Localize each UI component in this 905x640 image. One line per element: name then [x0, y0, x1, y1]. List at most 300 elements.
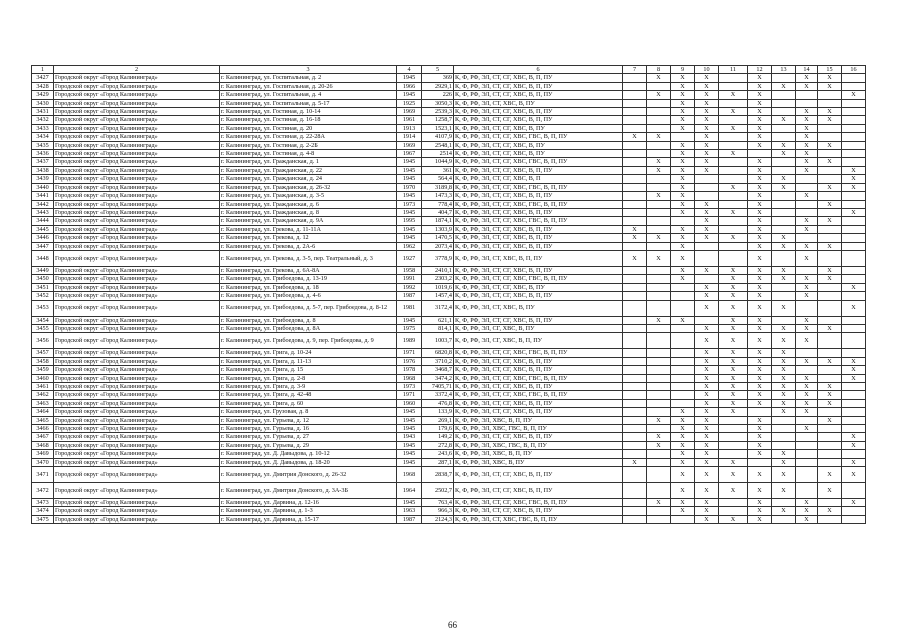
mark-cell — [796, 416, 818, 424]
mark-cell: X — [748, 399, 772, 407]
mark-cell — [842, 349, 866, 357]
row-number: 3467 — [32, 433, 54, 441]
mark-cell: X — [772, 483, 796, 499]
row-number: 3459 — [32, 366, 54, 374]
mark-cell: X — [695, 507, 719, 515]
mark-cell — [772, 124, 796, 132]
table-row — [32, 483, 866, 499]
mark-cell — [623, 515, 647, 523]
mark-cell: X — [671, 450, 695, 458]
mark-cell: X — [671, 275, 695, 283]
owner-cell: Городской округ «Город Калининград» — [54, 433, 220, 441]
mark-cell: X — [719, 108, 748, 116]
year-cell: 1992 — [397, 283, 422, 291]
mark-cell — [719, 141, 748, 149]
mark-cell: X — [748, 391, 772, 399]
owner-cell: Городской округ «Город Калининград» — [54, 349, 220, 357]
systems-cell: К, Ф, РФ, ЭЛ, СТ, СГ, ХВС, ГВС, В, П, ПУ — [454, 391, 623, 399]
mark-cell: X — [748, 234, 772, 242]
year-cell: 1945 — [397, 158, 422, 166]
mark-cell: X — [647, 74, 671, 82]
owner-cell: Городской округ «Город Калининград» — [54, 158, 220, 166]
mark-cell — [623, 483, 647, 499]
mark-cell — [623, 200, 647, 208]
mark-cell — [623, 441, 647, 449]
mark-cell — [719, 175, 748, 183]
mark-cell: X — [647, 166, 671, 174]
mark-cell: X — [818, 200, 842, 208]
page-number: 66 — [448, 620, 457, 630]
mark-cell: X — [695, 515, 719, 523]
mark-cell: X — [796, 408, 818, 416]
year-cell: 1960 — [397, 399, 422, 407]
mark-cell: X — [772, 383, 796, 391]
mark-cell: X — [748, 324, 772, 332]
systems-cell: К, Ф, РФ, ЭЛ, СТ, СГ, ХВС, В, П, ПУ — [454, 208, 623, 216]
mark-cell: X — [719, 316, 748, 324]
mark-cell: X — [818, 242, 842, 250]
address-cell: г. Калининград, ул. Дмитрия Донского, д. 3А-3Б — [220, 483, 397, 499]
mark-cell — [842, 74, 866, 82]
mark-cell: X — [719, 383, 748, 391]
address-cell: г. Калининград, ул. Гражданская, д. 3-5 — [220, 192, 397, 200]
mark-cell: X — [671, 141, 695, 149]
mark-cell: X — [748, 74, 772, 82]
mark-cell — [647, 366, 671, 374]
mark-cell: X — [719, 300, 748, 316]
address-cell: г. Калининград, ул. Грига, д. 10-24 — [220, 349, 397, 357]
row-number: 3438 — [32, 166, 54, 174]
area-cell: 3468,7 — [422, 366, 454, 374]
mark-cell — [719, 116, 748, 124]
table-row — [32, 441, 866, 449]
address-cell: г. Калининград, ул. Грекова, д. 2А-6 — [220, 242, 397, 250]
mark-cell — [772, 316, 796, 324]
mark-cell: X — [818, 141, 842, 149]
mark-cell: X — [772, 183, 796, 191]
systems-cell: К, Ф, РФ, ЭЛ, СТ, СГ, ХВС, В, ПУ — [454, 150, 623, 158]
owner-cell: Городской округ «Город Калининград» — [54, 82, 220, 90]
table-row — [32, 467, 866, 483]
mark-cell — [818, 234, 842, 242]
mark-cell: X — [695, 408, 719, 416]
owner-cell: Городской округ «Город Калининград» — [54, 499, 220, 507]
year-cell: 1945 — [397, 450, 422, 458]
mark-cell: X — [671, 416, 695, 424]
table-row — [32, 266, 866, 274]
mark-cell — [842, 292, 866, 300]
mark-cell: X — [695, 324, 719, 332]
mark-cell — [772, 99, 796, 107]
mark-cell — [623, 158, 647, 166]
mark-cell: X — [748, 166, 772, 174]
mark-cell: X — [796, 425, 818, 433]
mark-cell: X — [695, 433, 719, 441]
mark-cell: X — [818, 391, 842, 399]
mark-cell: X — [695, 425, 719, 433]
area-cell: 1457,4 — [422, 292, 454, 300]
table-row — [32, 91, 866, 99]
mark-cell: X — [695, 441, 719, 449]
owner-cell: Городской округ «Город Калининград» — [54, 192, 220, 200]
year-cell: 1927 — [397, 250, 422, 266]
mark-cell — [842, 333, 866, 349]
table-row — [32, 515, 866, 523]
area-cell: 2548,1 — [422, 141, 454, 149]
mark-cell: X — [796, 108, 818, 116]
mark-cell — [623, 124, 647, 132]
mark-cell — [842, 124, 866, 132]
mark-cell — [818, 250, 842, 266]
table-row — [32, 225, 866, 233]
mark-cell: X — [719, 408, 748, 416]
mark-cell: X — [748, 292, 772, 300]
table-row — [32, 116, 866, 124]
mark-cell — [647, 266, 671, 274]
address-cell: г. Калининград, ул. Госпитальная, д. 5-17 — [220, 99, 397, 107]
address-cell: г. Калининград, ул. Грекова, д. 3-5, пер. Театральный, д. 3 — [220, 250, 397, 266]
mark-cell — [772, 208, 796, 216]
mark-cell: X — [695, 82, 719, 90]
mark-cell: X — [748, 515, 772, 523]
mark-cell: X — [796, 316, 818, 324]
address-cell: г. Калининград, ул. Грибоедова, д. 18 — [220, 283, 397, 291]
mark-cell — [671, 366, 695, 374]
mark-cell — [772, 133, 796, 141]
mark-cell — [818, 175, 842, 183]
mark-cell: X — [647, 433, 671, 441]
mark-cell: X — [647, 158, 671, 166]
mark-cell: X — [671, 158, 695, 166]
mark-cell: X — [748, 374, 772, 382]
mark-cell: X — [695, 450, 719, 458]
mark-cell: X — [695, 499, 719, 507]
mark-cell: X — [818, 357, 842, 365]
area-cell: 778,4 — [422, 200, 454, 208]
mark-cell: X — [695, 133, 719, 141]
mark-cell: X — [671, 458, 695, 466]
row-number: 3433 — [32, 124, 54, 132]
owner-cell: Городской округ «Город Калининград» — [54, 200, 220, 208]
mark-cell: X — [695, 108, 719, 116]
owner-cell: Городской округ «Город Калининград» — [54, 467, 220, 483]
mark-cell — [647, 349, 671, 357]
row-number: 3464 — [32, 408, 54, 416]
systems-cell: К, Ф, РФ, ЭЛ, ХВС, В, П, ПУ — [454, 416, 623, 424]
table-row — [32, 499, 866, 507]
mark-cell: X — [748, 141, 772, 149]
mark-cell: X — [748, 349, 772, 357]
mark-cell: X — [695, 91, 719, 99]
mark-cell — [623, 108, 647, 116]
mark-cell — [842, 250, 866, 266]
mark-cell: X — [671, 82, 695, 90]
year-cell: 1981 — [397, 300, 422, 316]
mark-cell — [647, 383, 671, 391]
mark-cell: X — [748, 300, 772, 316]
mark-cell: X — [818, 74, 842, 82]
table-row — [32, 349, 866, 357]
row-number: 3448 — [32, 250, 54, 266]
systems-cell: К, Ф, РФ, ЭЛ, СТ, СГ, ХВС, ГВС, В, П, ПУ — [454, 499, 623, 507]
mark-cell — [818, 316, 842, 324]
address-cell: г. Калининград, ул. Гостиная, д. 22-28А — [220, 133, 397, 141]
row-number: 3456 — [32, 333, 54, 349]
header-cell: 2 — [54, 66, 220, 74]
mark-cell — [623, 366, 647, 374]
mark-cell — [623, 450, 647, 458]
address-cell: г. Калининград, ул. Гражданская, д. 6 — [220, 200, 397, 208]
mark-cell — [748, 408, 772, 416]
mark-cell: X — [842, 91, 866, 99]
year-cell: 1945 — [397, 91, 422, 99]
address-cell: г. Калининград, ул. Гражданская, д. 22 — [220, 166, 397, 174]
systems-cell: К, Ф, РФ, ЭЛ, ХВС, ГВС, В, П, ПУ — [454, 441, 623, 449]
mark-cell — [772, 283, 796, 291]
owner-cell: Городской округ «Город Калининград» — [54, 183, 220, 191]
mark-cell — [818, 433, 842, 441]
mark-cell: X — [647, 133, 671, 141]
mark-cell — [818, 225, 842, 233]
mark-cell — [818, 133, 842, 141]
mark-cell — [842, 383, 866, 391]
mark-cell: X — [695, 483, 719, 499]
row-number: 3474 — [32, 507, 54, 515]
mark-cell: X — [671, 225, 695, 233]
address-cell: г. Калининград, ул. Грибоедова, д. 13-19 — [220, 275, 397, 283]
address-cell: г. Калининград, ул. Грекова, д. 12 — [220, 234, 397, 242]
mark-cell: X — [623, 458, 647, 466]
mark-cell — [623, 99, 647, 107]
address-cell: г. Калининград, ул. Грига, д. 2-8 — [220, 374, 397, 382]
mark-cell — [671, 300, 695, 316]
mark-cell: X — [796, 391, 818, 399]
mark-cell: X — [671, 316, 695, 324]
mark-cell — [772, 158, 796, 166]
address-cell: г. Калининград, ул. Грекова, д. 11-11А — [220, 225, 397, 233]
row-number: 3442 — [32, 200, 54, 208]
mark-cell: X — [818, 116, 842, 124]
mark-cell — [818, 441, 842, 449]
mark-cell: X — [842, 458, 866, 466]
mark-cell: X — [772, 333, 796, 349]
table-row — [32, 250, 866, 266]
mark-cell: X — [748, 91, 772, 99]
mark-cell: X — [719, 183, 748, 191]
table-row — [32, 192, 866, 200]
mark-cell: X — [748, 275, 772, 283]
address-cell: г. Калининград, ул. Гражданская, д. 24 — [220, 175, 397, 183]
mark-cell: X — [719, 391, 748, 399]
row-number: 3444 — [32, 217, 54, 225]
year-cell: 1970 — [397, 183, 422, 191]
year-cell: 1978 — [397, 366, 422, 374]
mark-cell — [647, 217, 671, 225]
mark-cell: X — [671, 441, 695, 449]
mark-cell: X — [818, 108, 842, 116]
mark-cell: X — [842, 374, 866, 382]
table-row — [32, 408, 866, 416]
mark-cell — [719, 425, 748, 433]
mark-cell: X — [671, 425, 695, 433]
systems-cell: К, Ф, РФ, ЭЛ, СТ, СГ, ХВС, В, П, ПУ — [454, 366, 623, 374]
mark-cell — [671, 391, 695, 399]
mark-cell — [842, 108, 866, 116]
mark-cell: X — [748, 124, 772, 132]
mark-cell: X — [748, 383, 772, 391]
mark-cell: X — [748, 366, 772, 374]
mark-cell — [842, 416, 866, 424]
address-cell: г. Калининград, ул. Грига, д. 60 — [220, 399, 397, 407]
mark-cell: X — [695, 333, 719, 349]
mark-cell — [772, 225, 796, 233]
systems-cell: К, Ф, РФ, ЭЛ, СТ, СГ, ХВС, В, П, ПУ — [454, 408, 623, 416]
header-cell: 6 — [454, 66, 623, 74]
year-cell: 1945 — [397, 225, 422, 233]
area-cell: 2073,4 — [422, 242, 454, 250]
table-row — [32, 234, 866, 242]
area-cell: 3050,3 — [422, 99, 454, 107]
address-cell: г. Калининград, ул. Госпитальная, д. 20-26 — [220, 82, 397, 90]
mark-cell — [719, 158, 748, 166]
address-cell: г. Калининград, ул. Гостиная, д. 16-18 — [220, 116, 397, 124]
mark-cell — [719, 99, 748, 107]
mark-cell — [796, 366, 818, 374]
mark-cell — [623, 192, 647, 200]
row-number: 3462 — [32, 391, 54, 399]
systems-cell: К, Ф, РФ, ЭЛ, СГ, ХВС, В, П, ПУ — [454, 333, 623, 349]
area-cell: 2514 — [422, 150, 454, 158]
mark-cell: X — [748, 507, 772, 515]
mark-cell: X — [842, 499, 866, 507]
systems-cell: К, Ф, РФ, ЭЛ, СТ, СГ, ХВС, В, П, ПУ — [454, 166, 623, 174]
mark-cell — [647, 324, 671, 332]
systems-cell: К, Ф, РФ, ЭЛ, ХВС, ГВС, В, П, ПУ — [454, 425, 623, 433]
mark-cell: X — [796, 499, 818, 507]
owner-cell: Городской округ «Город Калининград» — [54, 292, 220, 300]
mark-cell — [796, 183, 818, 191]
area-cell: 2838,7 — [422, 467, 454, 483]
mark-cell — [647, 225, 671, 233]
table-row — [32, 366, 866, 374]
mark-cell — [796, 208, 818, 216]
mark-cell: X — [748, 433, 772, 441]
mark-cell — [647, 300, 671, 316]
mark-cell — [671, 349, 695, 357]
mark-cell — [796, 458, 818, 466]
mark-cell — [748, 458, 772, 466]
mark-cell: X — [695, 283, 719, 291]
mark-cell — [842, 116, 866, 124]
mark-cell: X — [695, 349, 719, 357]
mark-cell: X — [818, 266, 842, 274]
systems-cell: К, Ф, РФ, ЭЛ, СТ, ХВС, В, П, ПУ — [454, 250, 623, 266]
address-cell: г. Калининград, ул. Гостиная, д. 4-8 — [220, 150, 397, 158]
mark-cell: X — [695, 150, 719, 158]
year-cell: 1973 — [397, 383, 422, 391]
owner-cell: Городской округ «Город Калининград» — [54, 374, 220, 382]
year-cell: 1945 — [397, 416, 422, 424]
header-cell: 8 — [647, 66, 671, 74]
mark-cell: X — [772, 242, 796, 250]
mark-cell — [671, 292, 695, 300]
address-cell: г. Калининград, ул. Грекова, д. 6А-8А — [220, 266, 397, 274]
mark-cell: X — [647, 91, 671, 99]
mark-cell — [719, 441, 748, 449]
mark-cell — [818, 333, 842, 349]
mark-cell — [842, 133, 866, 141]
mark-cell: X — [818, 158, 842, 166]
address-cell: г. Калининград, ул. Грига, д. 11-13 — [220, 357, 397, 365]
mark-cell: X — [695, 99, 719, 107]
mark-cell — [719, 82, 748, 90]
mark-cell: X — [695, 366, 719, 374]
mark-cell — [623, 266, 647, 274]
mark-cell — [695, 250, 719, 266]
owner-cell: Городской округ «Город Калининград» — [54, 208, 220, 216]
year-cell: 1966 — [397, 82, 422, 90]
systems-cell: К, Ф, РФ, ЭЛ, СТ, СГ, ХВС, В, П, ПУ — [454, 483, 623, 499]
mark-cell — [796, 483, 818, 499]
mark-cell: X — [719, 208, 748, 216]
mark-cell — [623, 74, 647, 82]
address-cell: г. Калининград, ул. Гурьева, д. 12 — [220, 416, 397, 424]
systems-cell: К, Ф, РФ, ЭЛ, СТ, СГ, ХВС, В, П, ПУ — [454, 91, 623, 99]
row-number: 3443 — [32, 208, 54, 216]
mark-cell: X — [772, 391, 796, 399]
header-cell: 9 — [671, 66, 695, 74]
area-cell: 3778,9 — [422, 250, 454, 266]
year-cell: 1975 — [397, 324, 422, 332]
mark-cell — [623, 82, 647, 90]
mark-cell — [842, 158, 866, 166]
mark-cell — [719, 217, 748, 225]
mark-cell: X — [796, 333, 818, 349]
mark-cell — [647, 425, 671, 433]
mark-cell: X — [671, 499, 695, 507]
mark-cell: X — [695, 166, 719, 174]
mark-cell: X — [695, 116, 719, 124]
mark-cell: X — [695, 158, 719, 166]
mark-cell: X — [842, 366, 866, 374]
year-cell: 1969 — [397, 108, 422, 116]
mark-cell — [772, 292, 796, 300]
owner-cell: Городской округ «Город Калининград» — [54, 175, 220, 183]
mark-cell — [818, 300, 842, 316]
mark-cell — [818, 408, 842, 416]
mark-cell — [719, 192, 748, 200]
table-row — [32, 275, 866, 283]
mark-cell: X — [796, 192, 818, 200]
mark-cell: X — [671, 266, 695, 274]
header-row — [32, 66, 866, 74]
year-cell: 1945 — [397, 425, 422, 433]
mark-cell: X — [671, 467, 695, 483]
row-number: 3439 — [32, 175, 54, 183]
mark-cell — [623, 116, 647, 124]
mark-cell — [796, 441, 818, 449]
mark-cell: X — [647, 441, 671, 449]
mark-cell — [695, 242, 719, 250]
mark-cell — [842, 234, 866, 242]
mark-cell: X — [719, 91, 748, 99]
mark-cell — [647, 507, 671, 515]
area-cell: 3710,2 — [422, 357, 454, 365]
year-cell: 1991 — [397, 275, 422, 283]
year-cell: 1945 — [397, 192, 422, 200]
owner-cell: Городской округ «Город Калининград» — [54, 116, 220, 124]
address-cell: г. Калининград, ул. Госпитальная, д. 4 — [220, 91, 397, 99]
